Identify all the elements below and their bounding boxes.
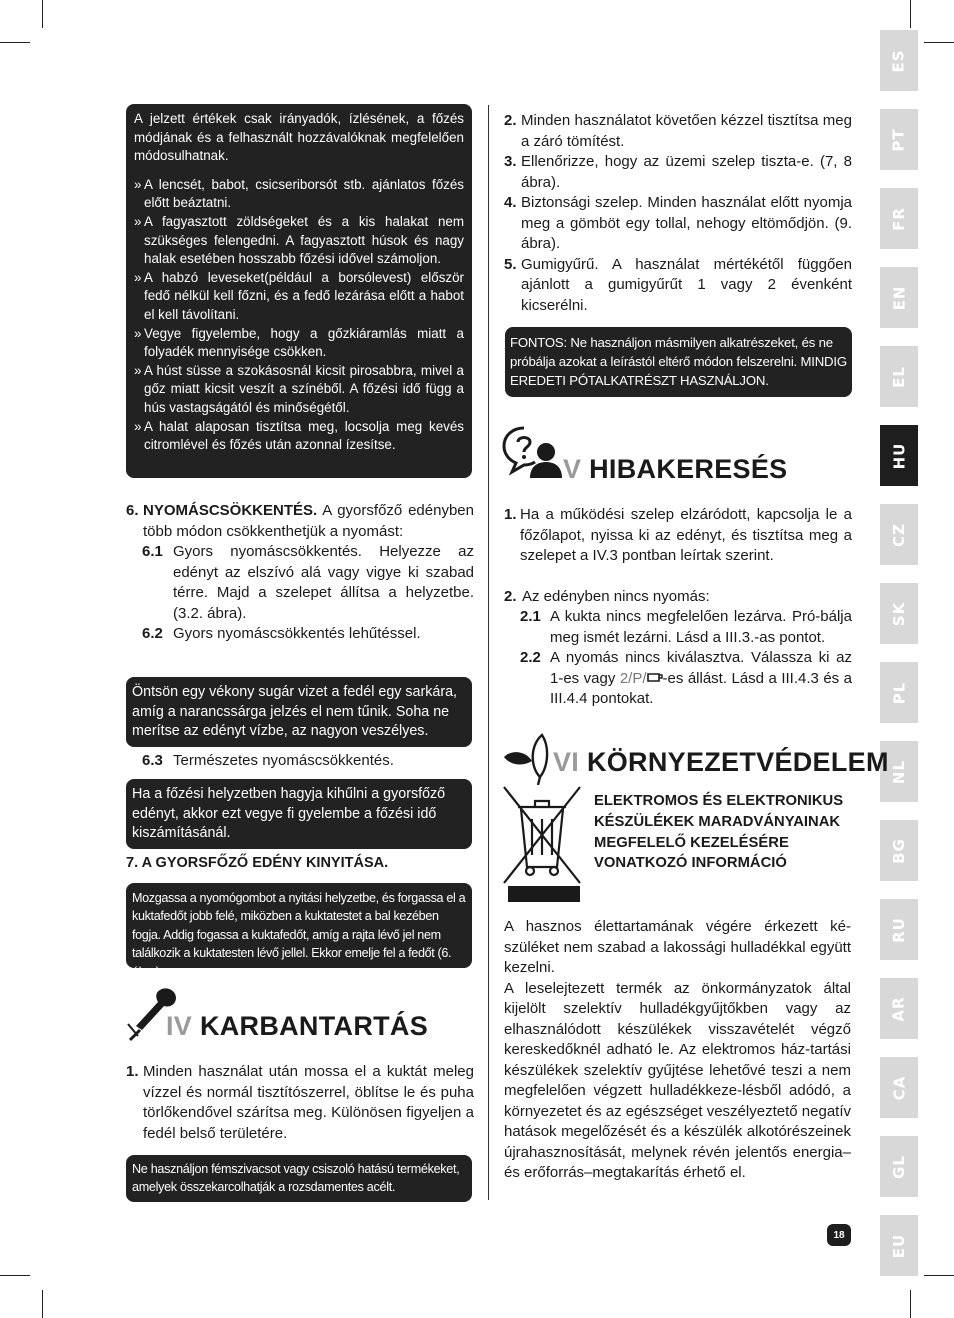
maintenance-item-text: Biztonsági szelep. Minden használat előtt nyomja meg a gömböt egy tollal, nehogy eltömődjön. (9. ábra). [521,194,852,252]
step7-heading [126,853,474,874]
troubleshooting-sub-2-2-number: 2.2 [520,649,541,666]
section-vi-numeral: VI [553,747,580,777]
step6-sub1 [142,542,474,624]
step6-sub2-number: 6.2 [142,625,163,642]
troubleshooting-sub-2-2 [520,648,852,710]
maintenance-item-number: 4. [504,194,517,211]
intro-bullet-item [134,176,464,213]
troubleshooting-sub-2-2-text-a: A nyomás nincs kiválasztva. Válassza ki az 1-es vagy [550,649,852,687]
environment-paragraph-2: A leselejtezett termék az önkormányzatok által kijelölt szelektív hulladékgyűjtőkben vagy az elhasználódott készülékek visszavételét végző kereskedőknél adható le. Az elektromos ház-tartási készülékek szelektív gyűjtése lehetővé teszi a nem megfelelően végzett hulladékkeze-lésből adódó, a környezetet és az egészséget veszélyeztető negatív hatások megelőzését és a készülék alkotórészeinek újrahasznosítását, melynek révén jelentős energia– és erőforrás–megtakarítás érhető el. [504,979,851,1181]
troubleshooting-sub-2-2-text-c: -es állást. Lásd a III.4.3 és a III.4.4 pontokat. [550,669,852,707]
language-tab-label: HU [889,442,908,469]
bullet-marker: » [134,176,142,192]
step6-heading [126,501,474,542]
crop-mark [910,0,911,28]
intro-bullet-list [134,176,464,455]
language-tab-label: PL [890,681,908,704]
language-tab-ar[interactable] [880,978,918,1039]
maintenance-item-1-number: 1. [126,1063,139,1080]
crossed-bin-icon [502,785,582,905]
language-tab-hu[interactable] [880,425,918,486]
bullet-marker: » [134,362,142,378]
intro-bullet-text: A halat alaposan tisztítsa meg, locsolja meg kevés citromlével és főzés után azonnal ízesítse. [144,418,464,453]
opening-instructions-text: Mozgassa a nyomógombot a nyitási helyzetbe, és forgassa el a kuktafedőt jobb felé, miközben a kuktatestet a bal kezében fogja. Addig fogassa a kuktafedőt, amíg a rajta lévő jel nem találkozik a kuktatesten lévő jellel. Ekkor emelje fel a fedőt (6. ábra). [132,891,466,979]
crop-mark [924,1275,954,1276]
troubleshooting-item-1 [504,505,852,567]
intro-bullet-item [134,362,464,418]
troubleshooting-item-1-number: 1. [504,506,517,523]
language-tab-pl[interactable] [880,662,918,723]
section-vi-title [553,747,889,778]
section-iv-title [166,1011,428,1042]
language-tab-sk[interactable] [880,583,918,644]
step6-sub3-text: Természetes nyomáscsökkentés. [173,752,394,769]
intro-bullet-text: A lencsét, babot, csicseriborsót stb. ajánlatos főzés előtt beáztatni. [144,176,464,211]
section-v-numeral: V [563,454,582,484]
step6-sub1-text: Gyors nyomáscsökkentés. Helyezze az edényt az elszívó alá vagy vigye ki szabad térre. Majd a szelepet állítsa a helyzetbe. (3.2. ábra). [173,543,474,622]
crop-mark [42,0,43,28]
section-iv-heading: KARBANTARTÁS [199,1011,429,1041]
language-tab-label: PT [889,127,908,152]
language-tab-label: ES [890,48,908,73]
intro-bullet-item [134,213,464,269]
weee-heading: ELEKTROMOS ÉS ELEKTRONIKUS KÉSZÜLÉKEK MARADVÁNYAINAK MEGFELELŐ KEZELÉSÉRE VONATKOZÓ INFORMÁCIÓ [594,793,844,872]
language-tab-label: AR [889,995,908,1022]
warning-box-water [126,677,472,747]
language-tab-label: NL [890,759,908,784]
intro-bullet-text: A húst süsse a szokásosnál kicsit pirosabbra, mivel a gőz miatt kicsit veszít a színéből. A főzési idő függ a hús vastagságától és minőségétől. [144,362,464,415]
language-tab-label: SK [890,601,908,626]
troubleshooting-list [504,505,852,710]
section-v-heading: HIBAKERESÉS [589,454,788,484]
leaf-icon [502,733,552,785]
maintenance-item [504,255,852,317]
language-tab-label: RU [889,916,908,943]
language-tab-label: CA [890,1075,908,1100]
maintenance-item-text: Ellenőrizze, hogy az üzemi szelep tiszta-e. (7, 8 ábra). [521,153,852,191]
crop-mark [910,1290,911,1318]
intro-bullet-text: A habzó leveseket(például a borsólevest) először fedő nélkül kell főzni, és a fedő lezárása előtt a habot el kell távolítani. [144,269,464,322]
maintenance-item [504,152,852,193]
intro-bullet-text: A fagyasztott zöldségeket és a kis halakat nem szükséges felengedni. A fagyasztott húsok és nagy halak esetében hosszabb főzési idővel számoljon. [144,213,464,267]
step7-number: 7. [126,855,139,871]
language-tab-bg[interactable] [880,820,918,881]
troubleshooting-item-2-number: 2. [504,587,517,605]
troubleshooting-item-2-text: Az edényben nincs nyomás: [522,587,710,605]
crop-mark [0,42,30,43]
language-tab-label: FR [889,206,908,231]
maintenance-item [504,111,852,152]
language-tab-ru[interactable] [880,899,918,960]
language-tab-el[interactable] [880,346,918,407]
language-tab-gl[interactable] [880,1136,918,1197]
warning-box-cooling [126,779,472,849]
language-tab-label: EU [890,1233,908,1258]
crop-mark [0,1275,30,1276]
step6-sub3 [142,751,472,772]
maintenance-items-2-5 [504,111,852,316]
step6-sub3-number: 6.3 [142,752,163,769]
language-tab-eu[interactable] [880,1215,918,1276]
warning-water-text: Öntsön egy vékony sugár vizet a fedél egy sarkára, amíg a narancssárga jelzés el nem tűnik. Soha ne merítse az edényt vízbe, az nagyon veszélyes. [132,684,458,739]
steam-icon [647,670,663,682]
step7-title: A GYORSFŐZŐ EDÉNY KINYITÁSA. [141,855,389,871]
language-tab-label: CZ [889,522,908,547]
bullet-marker: » [134,213,142,229]
warning-cooling-text: Ha a főzési helyzetben hagyja kihűlni a gyorsfőző edényt, akkor ezt vegye fi gyelembe a főzési idő kiszámításánál. [132,786,446,841]
intro-note-text: A jelzett értékek csak irányadók, ízlésének, a főzés módjának és a felhasznált hozzávalóknak megfelelően módosulhatnak. [134,111,464,164]
pressure-setting-label: 2/P/ [619,669,647,687]
maintenance-item-text: Minden használatot követően kézzel tisztítsa meg a záró tömítést. [521,112,852,150]
column-divider [488,105,489,1200]
maintenance-item-text: Gumigyűrű. A használat mértékétől függően ajánlott a gumigyűrűt 1 vagy 2 évenként kicserélni. [521,255,852,314]
question-person-icon [502,424,566,480]
step6-block [126,501,474,645]
maintenance-item [504,193,852,255]
troubleshooting-item-2 [504,587,852,608]
language-tab-label: EN [890,285,908,310]
important-box [505,327,852,397]
step6-sub2 [142,624,474,645]
environment-text [504,917,851,1184]
intro-bullet-text: Vegye figyelembe, hogy a gőzkiáramlás miatt a folyadék mennyisége csökken. [144,325,464,360]
section-iv-numeral: IV [166,1011,193,1041]
bullet-marker: » [134,269,142,285]
environment-paragraph-1: A hasznos élettartamának végére érkezett ké-szüléket nem szabad a lakossági hulladékkal együtt kezelni. [504,918,851,976]
intro-bullet-item [134,325,464,362]
page-number: 18 [827,1224,851,1246]
crop-mark [42,1290,43,1318]
troubleshooting-sub-2-1-number: 2.1 [520,608,541,625]
language-tab-es[interactable] [880,30,918,91]
maintenance-item-1 [126,1062,474,1144]
language-tab-fr[interactable] [880,188,918,249]
step6-title: NYOMÁSCSÖKKENTÉS. [143,502,318,519]
maintenance-warning-box [126,1155,472,1202]
language-tab-label: EL [890,365,908,388]
language-tab-label: GL [890,1154,908,1179]
intro-bullet-item [134,269,464,325]
intro-note-box [126,104,472,478]
maintenance-item-number: 5. [504,255,517,273]
intro-bullet-item [134,418,464,455]
section-v-title [563,454,787,485]
important-text: FONTOS: Ne használjon másmilyen alkatrészeket, és ne próbálja azokat a leírástól eltérő módon felszerelni. MINDIG EREDETI PÓTALKATRÉSZT HASZNÁLJON. [510,335,847,388]
maintenance-warning-text: Ne használjon fémszivacsot vagy csiszoló hatású termékeket, amelyek összekarcolhatják a rozsdamentes acélt. [132,1162,460,1195]
step6-sub1-number: 6.1 [142,543,163,560]
troubleshooting-sub-2-1 [520,607,852,648]
maintenance-item-number: 3. [504,153,517,170]
section-vi-heading: KÖRNYEZETVÉDELEM [586,747,889,777]
maintenance-item-number: 2. [504,112,517,129]
language-tab-ca[interactable] [880,1057,918,1118]
crop-mark [924,42,954,43]
bullet-marker: » [134,325,142,341]
bullet-marker: » [134,418,142,434]
troubleshooting-sub-2-1-text: A kukta nincs megfelelően lezárva. Pró-bálja meg ismét lezárni. Lásd a III.3.-as pontot. [550,608,852,646]
step6-number: 6. [126,502,139,519]
step6-sub2-text: Gyors nyomáscsökkentés lehűtéssel. [173,625,421,642]
language-tab-en[interactable] [880,267,918,328]
language-tab-pt[interactable] [880,109,918,170]
maintenance-item-1-text: Minden használat után mossa el a kuktát meleg vízzel és normál tisztítószerrel, öblítse le és puha törlőkendővel szárítsa meg. Különösen figyeljen a fedél belső területére. [143,1063,474,1142]
opening-instructions-box [126,883,472,979]
troubleshooting-item-1-text: Ha a működési szelep elzáródott, kapcsolja le a főzőlapot, nyissa ki az edényt, és tisztítsa meg a szelepet a IV.3 pontban leírtak szerint. [520,506,852,564]
step6-text: A gyorsfőző edényben több módon csökkenthetjük a nyomást: [143,502,474,540]
language-tab-label: BG [890,837,908,864]
language-tab-cz[interactable] [880,504,918,565]
